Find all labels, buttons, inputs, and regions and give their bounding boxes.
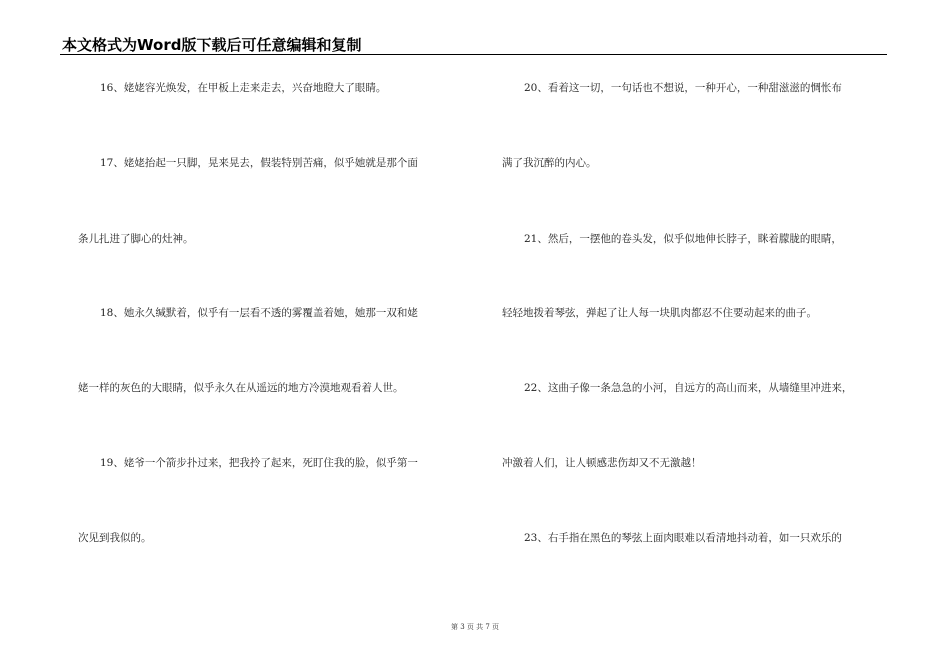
left-paragraph-16: 16、姥姥容光焕发，在甲板上走来走去，兴奋地瞪大了眼睛。 <box>100 82 387 94</box>
left-paragraph-17-line2: 条儿扎进了脚心的灶神。 <box>78 233 194 245</box>
right-paragraph-20-line1: 20、看着这一切，一句话也不想说，一种开心，一种甜滋滋的惆怅布 <box>524 82 842 94</box>
document-header-title: 本文格式为Word版下载后可任意编辑和复制 <box>62 36 362 54</box>
page-number: 第 3 页 共 7 页 <box>450 623 500 631</box>
left-paragraph-17-line1: 17、姥姥抬起一只脚，晃来晃去，假装特别苦痛，似乎她就是那个面 <box>100 157 418 169</box>
right-paragraph-23-line1: 23、右手指在黑色的琴弦上面肉眼难以看清地抖动着，如一只欢乐的 <box>524 532 842 544</box>
left-paragraph-19-line2: 次见到我似的。 <box>78 532 152 544</box>
left-paragraph-18-line2: 姥一样的灰色的大眼睛，似乎永久在从遥远的地方冷漠地观看着人世。 <box>78 382 404 394</box>
right-paragraph-21-line1: 21、然后，一摆他的卷头发，似乎似地伸长脖子，眯着朦胧的眼睛， <box>524 233 842 245</box>
left-paragraph-19-line1: 19、姥爷一个箭步扑过来，把我拎了起来，死盯住我的脸，似乎第一 <box>100 457 418 469</box>
right-paragraph-22-line2: 冲激着人们，让人顿感悲伤却又不无激越！ <box>502 457 702 469</box>
right-paragraph-20-line2: 满了我沉醉的内心。 <box>502 157 597 169</box>
right-paragraph-22-line1: 22、这曲子像一条急急的小河，自远方的高山而来，从墙缝里冲进来， <box>524 382 853 394</box>
header-divider <box>60 54 887 55</box>
left-paragraph-18-line1: 18、她永久缄默着，似乎有一层看不透的雾覆盖着她，她那一双和姥 <box>100 307 418 319</box>
right-paragraph-21-line2: 轻轻地拨着琴弦，弹起了让人每一块肌肉都忍不住要动起来的曲子。 <box>502 307 817 319</box>
